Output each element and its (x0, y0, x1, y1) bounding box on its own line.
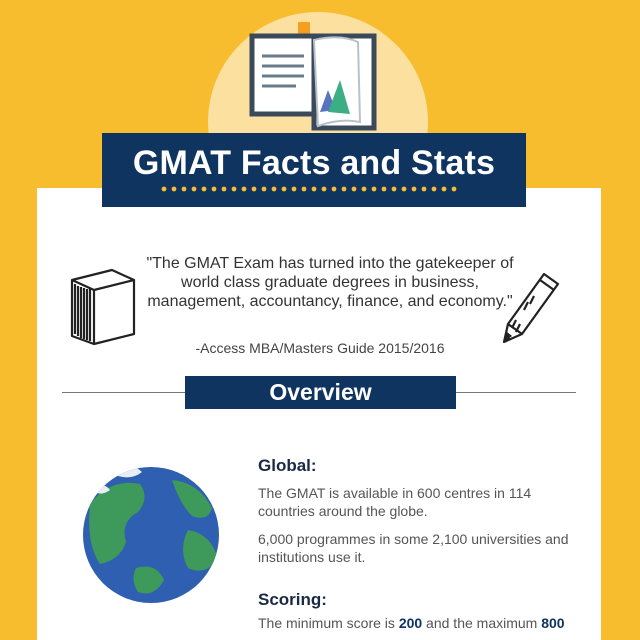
scoring-text-b: and the maximum (422, 615, 542, 631)
scoring-paragraph (258, 614, 578, 632)
dotted-divider (160, 185, 460, 193)
quote-text: "The GMAT Exam has turned into the gatekeeper of world class graduate degrees in business, management, accountancy, finance, and economy." (146, 255, 514, 310)
scoring-heading: Scoring: (258, 590, 327, 609)
title-banner (102, 133, 526, 207)
global-paragraph-1: The GMAT is available in 600 centres in 114 countries around the globe. (258, 485, 532, 519)
quote-source: -Access MBA/Masters Guide 2015/2016 (195, 340, 445, 356)
open-book-chart-icon (248, 22, 378, 134)
scoring-text-a: The minimum score is (258, 615, 399, 631)
min-score: 200 (398, 615, 423, 631)
overview-heading: Overview (185, 376, 456, 409)
global-heading: Global: (258, 456, 317, 475)
divider-left (62, 392, 185, 393)
global-paragraph-2: 6,000 programmes in some 2,100 universities and institutions use it. (258, 531, 569, 565)
pencil-icon (500, 270, 564, 346)
max-score: 800 (541, 615, 565, 631)
globe-icon (80, 464, 222, 606)
page-title: GMAT Facts and Stats (132, 144, 496, 182)
sketch-book-icon (62, 262, 144, 346)
divider-right (456, 392, 576, 393)
